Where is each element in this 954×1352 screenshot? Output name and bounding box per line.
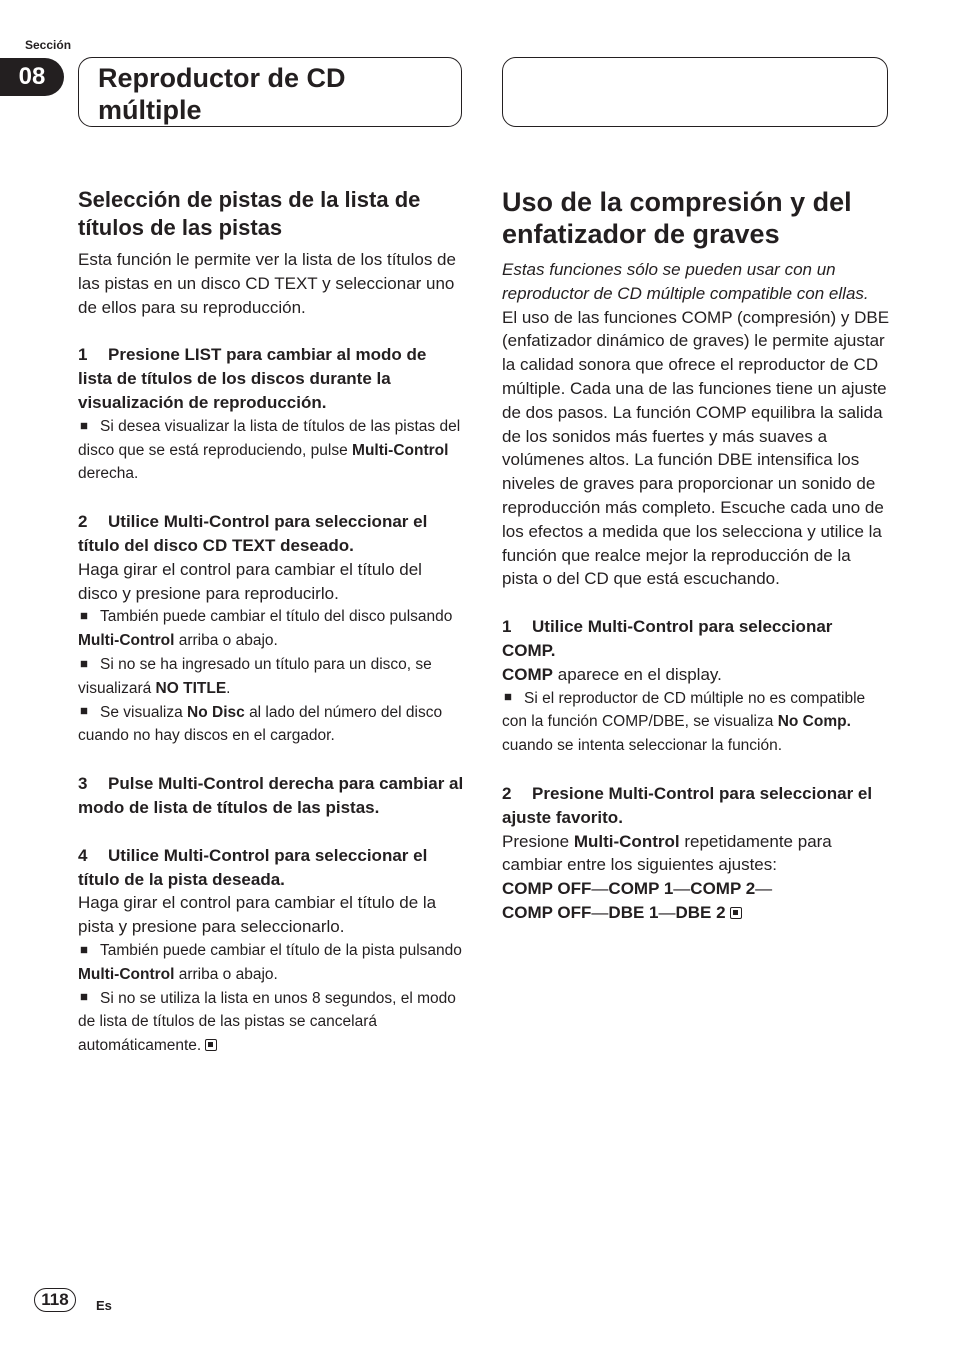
bullet-icon — [81, 661, 87, 667]
left-step-4 — [78, 844, 464, 892]
left-step-1 — [78, 343, 464, 414]
step-text: Presione LIST para cambiar al modo de lista de títulos de los discos durante la visualización de reproducción. — [78, 345, 427, 412]
step-number: 3 — [78, 774, 88, 794]
bullet-icon — [81, 708, 87, 714]
step-text: Presione Multi-Control para seleccionar el ajuste favorito. — [502, 783, 873, 827]
step-text: Utilice Multi-Control para seleccionar el título de la pista deseada. — [78, 845, 428, 889]
bullet-icon — [81, 947, 87, 953]
section-number-tab: 08 — [0, 58, 64, 96]
right-column — [502, 186, 890, 925]
right-step-2-body: Presione Multi-Control repetidamente para cambiar entre los siguientes ajustes: — [502, 831, 832, 875]
left-step-1-note: Si desea visualizar la lista de títulos de las pistas del disco que se está reproduciendo, pulse Multi-Control derecha. — [78, 417, 461, 483]
step-text: Pulse Multi-Control derecha para cambiar al modo de lista de títulos de las pistas. — [78, 774, 464, 817]
end-of-section-icon — [205, 1039, 217, 1051]
left-step-4-body: Haga girar el control para cambiar el título de la pista y presione para seleccionarlo. — [78, 893, 437, 937]
left-step-3 — [78, 772, 464, 820]
left-step-2-body: Haga girar el control para cambiar el título del disco y presione para reproducirlo. — [78, 559, 422, 603]
right-step-1-body: COMP aparece en el display. — [502, 664, 722, 684]
chapter-title-box — [78, 57, 462, 127]
section-label: Sección — [25, 38, 72, 52]
left-step-4-note-2: Si no se utiliza la lista en unos 8 segundos, el modo de lista de títulos de las pistas se cancelará automáticamente. — [78, 989, 456, 1055]
language-code: Es — [96, 1298, 112, 1313]
step-number: 2 — [78, 512, 88, 532]
chapter-title-line1: Reproductor de CD — [98, 63, 346, 93]
chapter-title — [98, 62, 346, 126]
right-italic-intro: Estas funciones sólo se pueden usar con un reproductor de CD múltiple compatible con ellas. — [502, 260, 869, 303]
right-body: El uso de las funciones COMP (compresión) y DBE (enfatizador dinámico de graves) le permite ajustar la calidad sonora que ofrece el reproductor de CD múltiple. Cada una de las funciones tiene un ajuste de dos pasos. La función COMP equilibra la salida de los sonidos más fuertes y más suaves a volúmenes altos. La función DBE intensifica los niveles de graves para proporcionar un sonido de reproducción más completo. Escuche cada uno de los efectos a medida que los selecciona y utilice la función que realce mejor la reproducción de la pista o del CD que está escuchando. — [502, 307, 890, 589]
settings-sequence-2: COMP OFF—DBE 1—DBE 2 — [502, 901, 890, 925]
right-step-2 — [502, 782, 890, 830]
right-step-1 — [502, 615, 890, 663]
chapter-title-line2: múltiple — [98, 95, 202, 125]
left-step-2-note-2: Si no se ha ingresado un título para un disco, se visualizará NO TITLE. — [78, 655, 432, 697]
end-of-section-icon — [730, 907, 742, 919]
left-step-2 — [78, 510, 464, 558]
page-number: 118 — [34, 1288, 76, 1312]
header-empty-box — [502, 57, 888, 127]
left-intro: Esta función le permite ver la lista de los títulos de las pistas en un disco CD TEXT y seleccionar uno de ellos para su reproducción. — [78, 250, 456, 317]
step-number: 4 — [78, 845, 88, 865]
bullet-icon — [81, 422, 87, 428]
left-step-2-note-1: También puede cambiar el título del disco pulsando Multi-Control arriba o abajo. — [78, 608, 453, 650]
left-step-4-note-1: También puede cambiar el título de la pista pulsando Multi-Control arriba o abajo. — [78, 941, 462, 983]
step-number: 2 — [502, 783, 512, 803]
step-text: Utilice Multi-Control para seleccionar el título del disco CD TEXT deseado. — [78, 512, 428, 555]
right-step-1-note: Si el reproductor de CD múltiple no es compatible con la función COMP/DBE, se visualiza No Comp. cuando se intenta seleccionar la función. — [502, 689, 866, 755]
right-heading: Uso de la compresión y del enfatizador de graves — [502, 187, 852, 249]
step-text: Utilice Multi-Control para seleccionar COMP. — [502, 617, 833, 660]
bullet-icon — [81, 994, 87, 1000]
bullet-icon — [81, 613, 87, 619]
left-column — [78, 186, 464, 1058]
left-heading: Selección de pistas de la lista de títulos de las pistas — [78, 187, 421, 240]
settings-sequence-1: COMP OFF—COMP 1—COMP 2— — [502, 879, 773, 899]
bullet-icon — [505, 694, 511, 700]
step-number: 1 — [78, 345, 88, 365]
step-number: 1 — [502, 617, 512, 637]
left-step-2-note-3: Se visualiza No Disc al lado del número del disco cuando no hay discos en el cargador. — [78, 703, 443, 745]
